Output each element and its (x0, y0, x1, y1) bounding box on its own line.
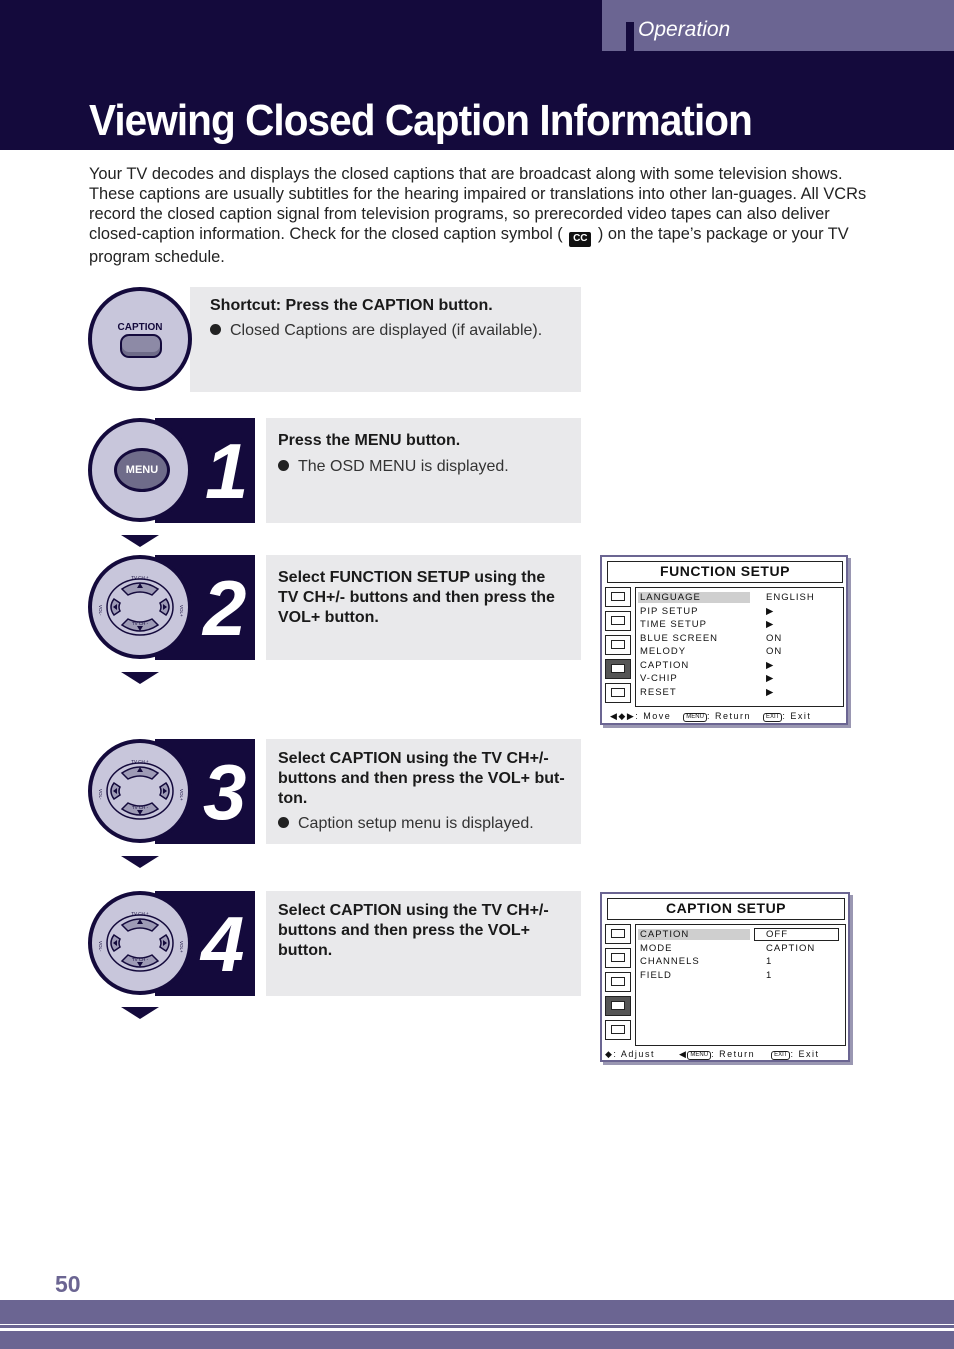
direction-pad-icon (92, 559, 188, 655)
step-1-title: Press the MENU button. (278, 432, 461, 449)
direction-pad-icon (92, 895, 188, 991)
exit-key-icon: EXIT (763, 713, 782, 722)
step-4-badge (88, 891, 192, 995)
step-1-panel (266, 418, 581, 523)
footer-exit: : Exit (790, 1049, 820, 1059)
caption-button (120, 334, 162, 358)
pad-ch-up-label: TV CH + (131, 911, 149, 916)
direction-pad-icon (92, 743, 188, 839)
shortcut-panel (190, 287, 581, 392)
function-setup-list (635, 587, 844, 707)
footer-adjust: : Adjust (613, 1049, 655, 1059)
function-row-value: ENGLISH (766, 592, 815, 603)
function-row-value: ▶ (766, 660, 775, 671)
pad-vol-left-label: VOL- (98, 789, 103, 800)
step-3-down-arrow (121, 856, 159, 868)
footer-return: : Return (711, 1049, 756, 1059)
bullet-dot (278, 460, 289, 471)
step-3-title: Select CAPTION using the TV CH+/- buttons and then press the VOL+ but-ton. (278, 750, 565, 807)
step-4-number: 4 (201, 900, 241, 988)
caption-row-value: 1 (766, 956, 773, 967)
intro-text-start: Your TV decodes and displays the closed captions that are broadcast along with some television shows. These captions are usually subtitles for the hearing impaired or translations into other lan-guages. All VCRs record the closed caption signal from television programs, so prerecorded video tapes can also deliver closed-caption information. Check for the closed caption symbol ( (89, 165, 867, 243)
function-row-label: TIME SETUP (640, 619, 708, 630)
caption-row-label: FIELD (640, 970, 672, 981)
screen-icon (605, 683, 631, 703)
step-1-bullet (278, 458, 509, 476)
bullet-dot (210, 324, 221, 335)
pad-ch-up-label: TV CH + (131, 759, 149, 764)
section-label: Operation (638, 18, 731, 41)
caption-row-label: CHANNELS (640, 956, 700, 967)
step-4-title: Select CAPTION using the TV CH+/- buttons and then press the VOL+ button. (278, 902, 549, 959)
pad-vol-right-label: VOL+ (179, 789, 184, 801)
function-icon (605, 996, 631, 1016)
function-row-label: PIP SETUP (640, 606, 699, 617)
pad-vol-left-label: VOL- (98, 941, 103, 952)
function-row-label: V-CHIP (640, 673, 678, 684)
caption-row-value: 1 (766, 970, 773, 981)
function-row-value: ▶ (766, 619, 775, 630)
function-row-value: ▶ (766, 687, 775, 698)
caption-setup-title: CAPTION SETUP (607, 898, 845, 920)
caption-row-value: CAPTION (766, 943, 816, 954)
step-1-number: 1 (205, 427, 245, 515)
step-3-badge (88, 739, 192, 843)
exit-key-icon: EXIT (771, 1051, 790, 1060)
pad-ch-down-label: TV CH - (131, 957, 149, 962)
function-row-value: ON (766, 646, 783, 657)
caption-button-badge (88, 287, 192, 391)
function-row-label: CAPTION (640, 660, 690, 671)
step-3-number: 3 (203, 748, 243, 836)
shortcut-bullet-text: Closed Captions are displayed (if available). (230, 322, 543, 339)
pad-vol-right-label: VOL+ (179, 605, 184, 617)
closed-caption-icon: CC (569, 232, 591, 247)
menu-key-icon: MENU (687, 1051, 711, 1060)
return-arrow-icon: ◀ (678, 1049, 688, 1059)
caption-setup-menu (600, 892, 850, 1062)
function-setup-footer (610, 711, 811, 722)
caption-setup-footer (605, 1049, 819, 1060)
step-1-badge (88, 418, 192, 522)
intro-paragraph (89, 164, 874, 267)
caption-row-value: OFF (766, 929, 788, 940)
footer-exit: : Exit (782, 711, 812, 721)
step-3-panel (266, 739, 581, 844)
pad-ch-down-label: TV CH - (131, 621, 149, 626)
footer-return: : Return (706, 711, 751, 721)
shortcut-title: Shortcut: Press the CAPTION button. (210, 297, 493, 314)
step-4-down-arrow (121, 1007, 159, 1019)
function-row-label: LANGUAGE (640, 592, 701, 603)
menu-key-icon: MENU (683, 713, 707, 722)
footer-stripe-bottom (0, 1331, 954, 1349)
bullet-dot (278, 817, 289, 828)
function-setup-title: FUNCTION SETUP (607, 561, 843, 583)
pad-ch-up-label: TV CH + (131, 575, 149, 580)
step-3-bullet (278, 815, 534, 833)
pad-vol-left-label: VOL- (98, 605, 103, 616)
page-header (0, 0, 954, 150)
tv-picture-icon (605, 587, 631, 607)
step-1-down-arrow (121, 535, 159, 547)
page-title: Viewing Closed Caption Information (89, 96, 752, 145)
section-tab (602, 0, 954, 51)
caption-row-label: MODE (640, 943, 673, 954)
pad-ch-down-label: TV CH - (131, 805, 149, 810)
adjust-arrows-icon: ◆ (605, 1049, 614, 1059)
step-4-panel (266, 891, 581, 996)
step-2-title: Select FUNCTION SETUP using the TV CH+/- buttons and then press the VOL+ button. (278, 569, 555, 626)
function-setup-menu (600, 555, 848, 725)
page-number: 50 (55, 1271, 81, 1297)
function-row-value: ▶ (766, 606, 775, 617)
function-icon (605, 659, 631, 679)
channel-icon (605, 972, 631, 992)
function-row-value: ON (766, 633, 783, 644)
footer-bar (0, 1300, 954, 1324)
section-tab-marker (626, 22, 634, 51)
menu-button: MENU (114, 448, 170, 492)
move-arrows-icon: ◀◆▶ (610, 711, 636, 721)
sound-icon (605, 611, 631, 631)
step-2-badge (88, 555, 192, 659)
intro-text-end: ) on the tape’s package or your TV program schedule. (89, 225, 849, 266)
step-2-down-arrow (121, 672, 159, 684)
pad-vol-right-label: VOL+ (179, 941, 184, 953)
caption-row-label: CAPTION (640, 929, 690, 940)
osd-icon-column (605, 924, 633, 1044)
function-row-value: ▶ (766, 673, 775, 684)
sound-icon (605, 948, 631, 968)
footer-stripe (0, 1325, 954, 1328)
osd-icon-column (605, 587, 633, 707)
caption-setup-list (635, 924, 846, 1046)
caption-button-label: CAPTION (117, 322, 163, 333)
function-row-label: RESET (640, 687, 677, 698)
shortcut-bullet (210, 322, 542, 340)
screen-icon (605, 1020, 631, 1040)
step-1-bullet-text: The OSD MENU is displayed. (298, 458, 509, 475)
step-2-panel (266, 555, 581, 660)
tv-picture-icon (605, 924, 631, 944)
function-row-label: BLUE SCREEN (640, 633, 719, 644)
function-row-label: MELODY (640, 646, 687, 657)
channel-icon (605, 635, 631, 655)
footer-move: : Move (635, 711, 672, 721)
step-2-number: 2 (203, 564, 243, 652)
step-3-bullet-text: Caption setup menu is displayed. (298, 815, 534, 832)
